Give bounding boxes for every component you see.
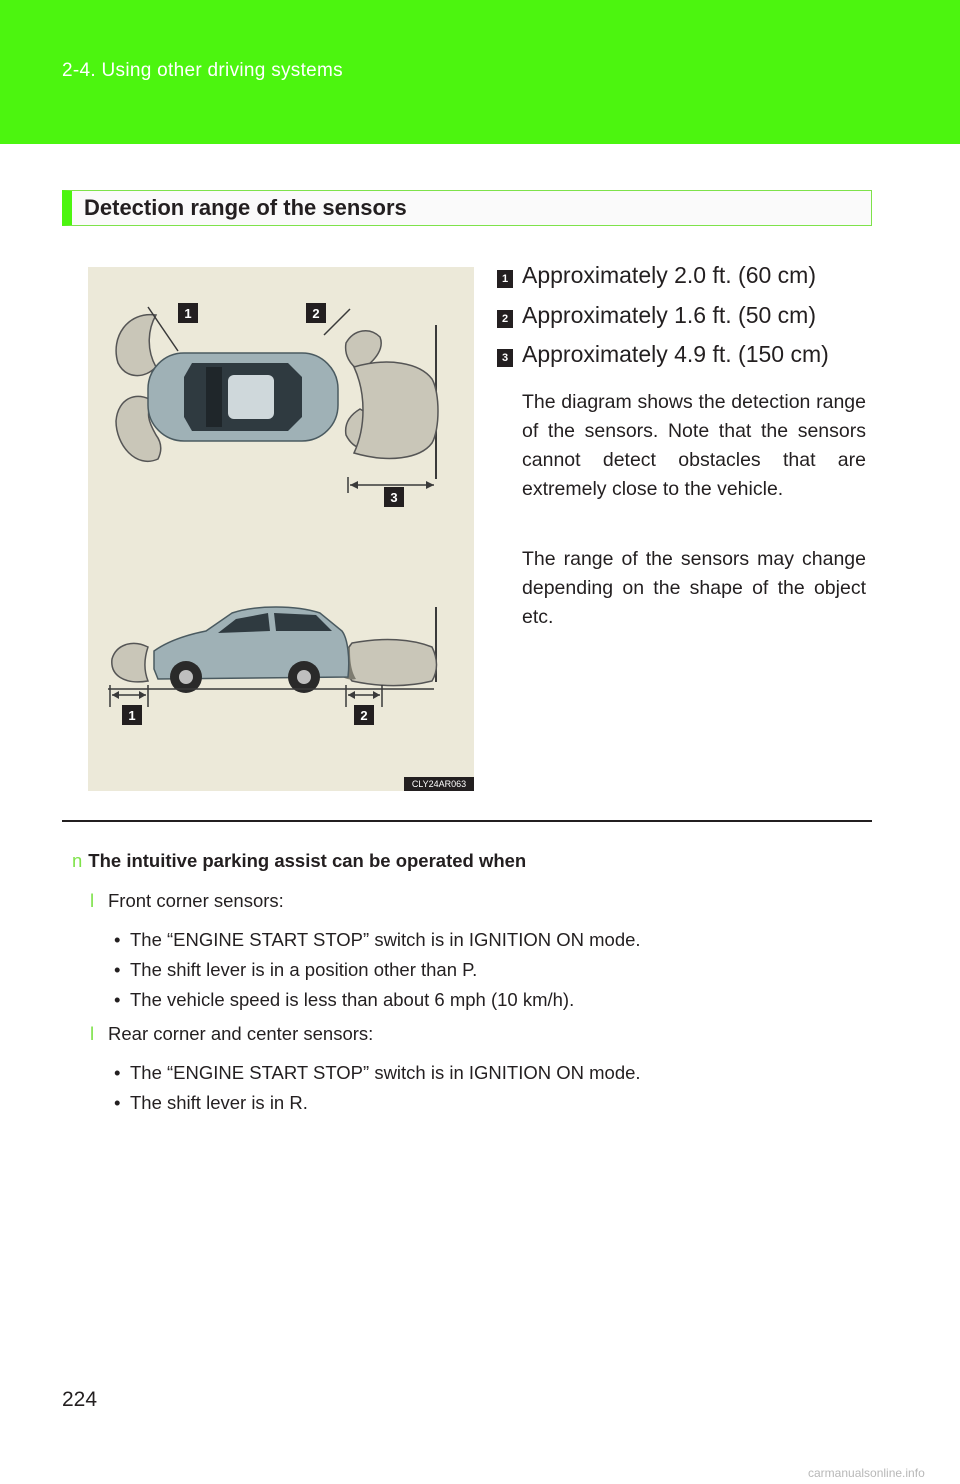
heading-marker: n — [72, 850, 83, 871]
condition-item: • The shift lever is in R. — [114, 1092, 308, 1113]
section-title: 2-4. Using other driving systems — [62, 60, 343, 81]
range-text: Approximately 4.9 ft. (150 cm) — [522, 341, 829, 367]
zone-rear-side — [345, 640, 437, 686]
car-top-sunroof — [228, 375, 274, 419]
watermark: carmanualsonline.info — [808, 1466, 925, 1480]
conditions-heading — [72, 850, 526, 872]
range-number-badge: 3 — [497, 349, 513, 367]
condition-group-front — [90, 890, 284, 912]
callout-label-2-top: 2 — [312, 306, 320, 321]
range-number-badge: 2 — [497, 310, 513, 328]
range-number-badge: 1 — [497, 270, 513, 288]
condition-group-rear — [90, 1023, 373, 1045]
heading-text: Detection range of the sensors — [84, 195, 407, 220]
zone-rear-center-top — [354, 362, 438, 458]
callout-line-2-top — [324, 309, 350, 335]
callout-label-1-top: 1 — [184, 306, 192, 321]
range-text: Approximately 2.0 ft. (60 cm) — [522, 262, 816, 288]
condition-item: • The “ENGINE START STOP” switch is in IGNITION ON mode. — [114, 929, 641, 950]
range-text: Approximately 1.6 ft. (50 cm) — [522, 302, 816, 328]
callout-label-3: 3 — [390, 490, 398, 505]
section-heading — [62, 190, 872, 226]
page-number: 224 — [62, 1388, 98, 1411]
divider — [62, 820, 872, 822]
conditions-heading-text: The intuitive parking assist can be operated when — [88, 850, 527, 871]
condition-group-label: Front corner sensors: — [108, 890, 284, 911]
callout-line-1-top — [148, 307, 178, 351]
condition-item: • The vehicle speed is less than about 6 mph (10 km/h). — [114, 989, 575, 1010]
header-band — [0, 0, 960, 144]
zone-front-left-top — [116, 315, 156, 376]
car-top-window — [206, 367, 222, 427]
zone-front-side — [112, 643, 148, 681]
group-marker: l — [90, 1023, 95, 1044]
callout-label-2-side: 2 — [360, 708, 368, 723]
note-range: The range of the sensors may change depending on the shape of the object etc. — [522, 548, 866, 628]
group-marker: l — [90, 890, 95, 911]
diagram-illustration — [88, 267, 474, 791]
condition-item: • The shift lever is in a position other than P. — [114, 959, 478, 980]
callout-label-1-side: 1 — [128, 708, 136, 723]
note-detection: The diagram shows the detection range of the sensors. Note that the sensors cannot detect obstacles that are extremely close to the vehicle. — [522, 391, 866, 500]
condition-group-label: Rear corner and center sensors: — [108, 1023, 374, 1044]
sensor-range-diagram — [88, 267, 474, 791]
figure-code: CLY24AR063 — [404, 777, 474, 791]
condition-item: • The “ENGINE START STOP” switch is in IGNITION ON mode. — [114, 1062, 641, 1083]
